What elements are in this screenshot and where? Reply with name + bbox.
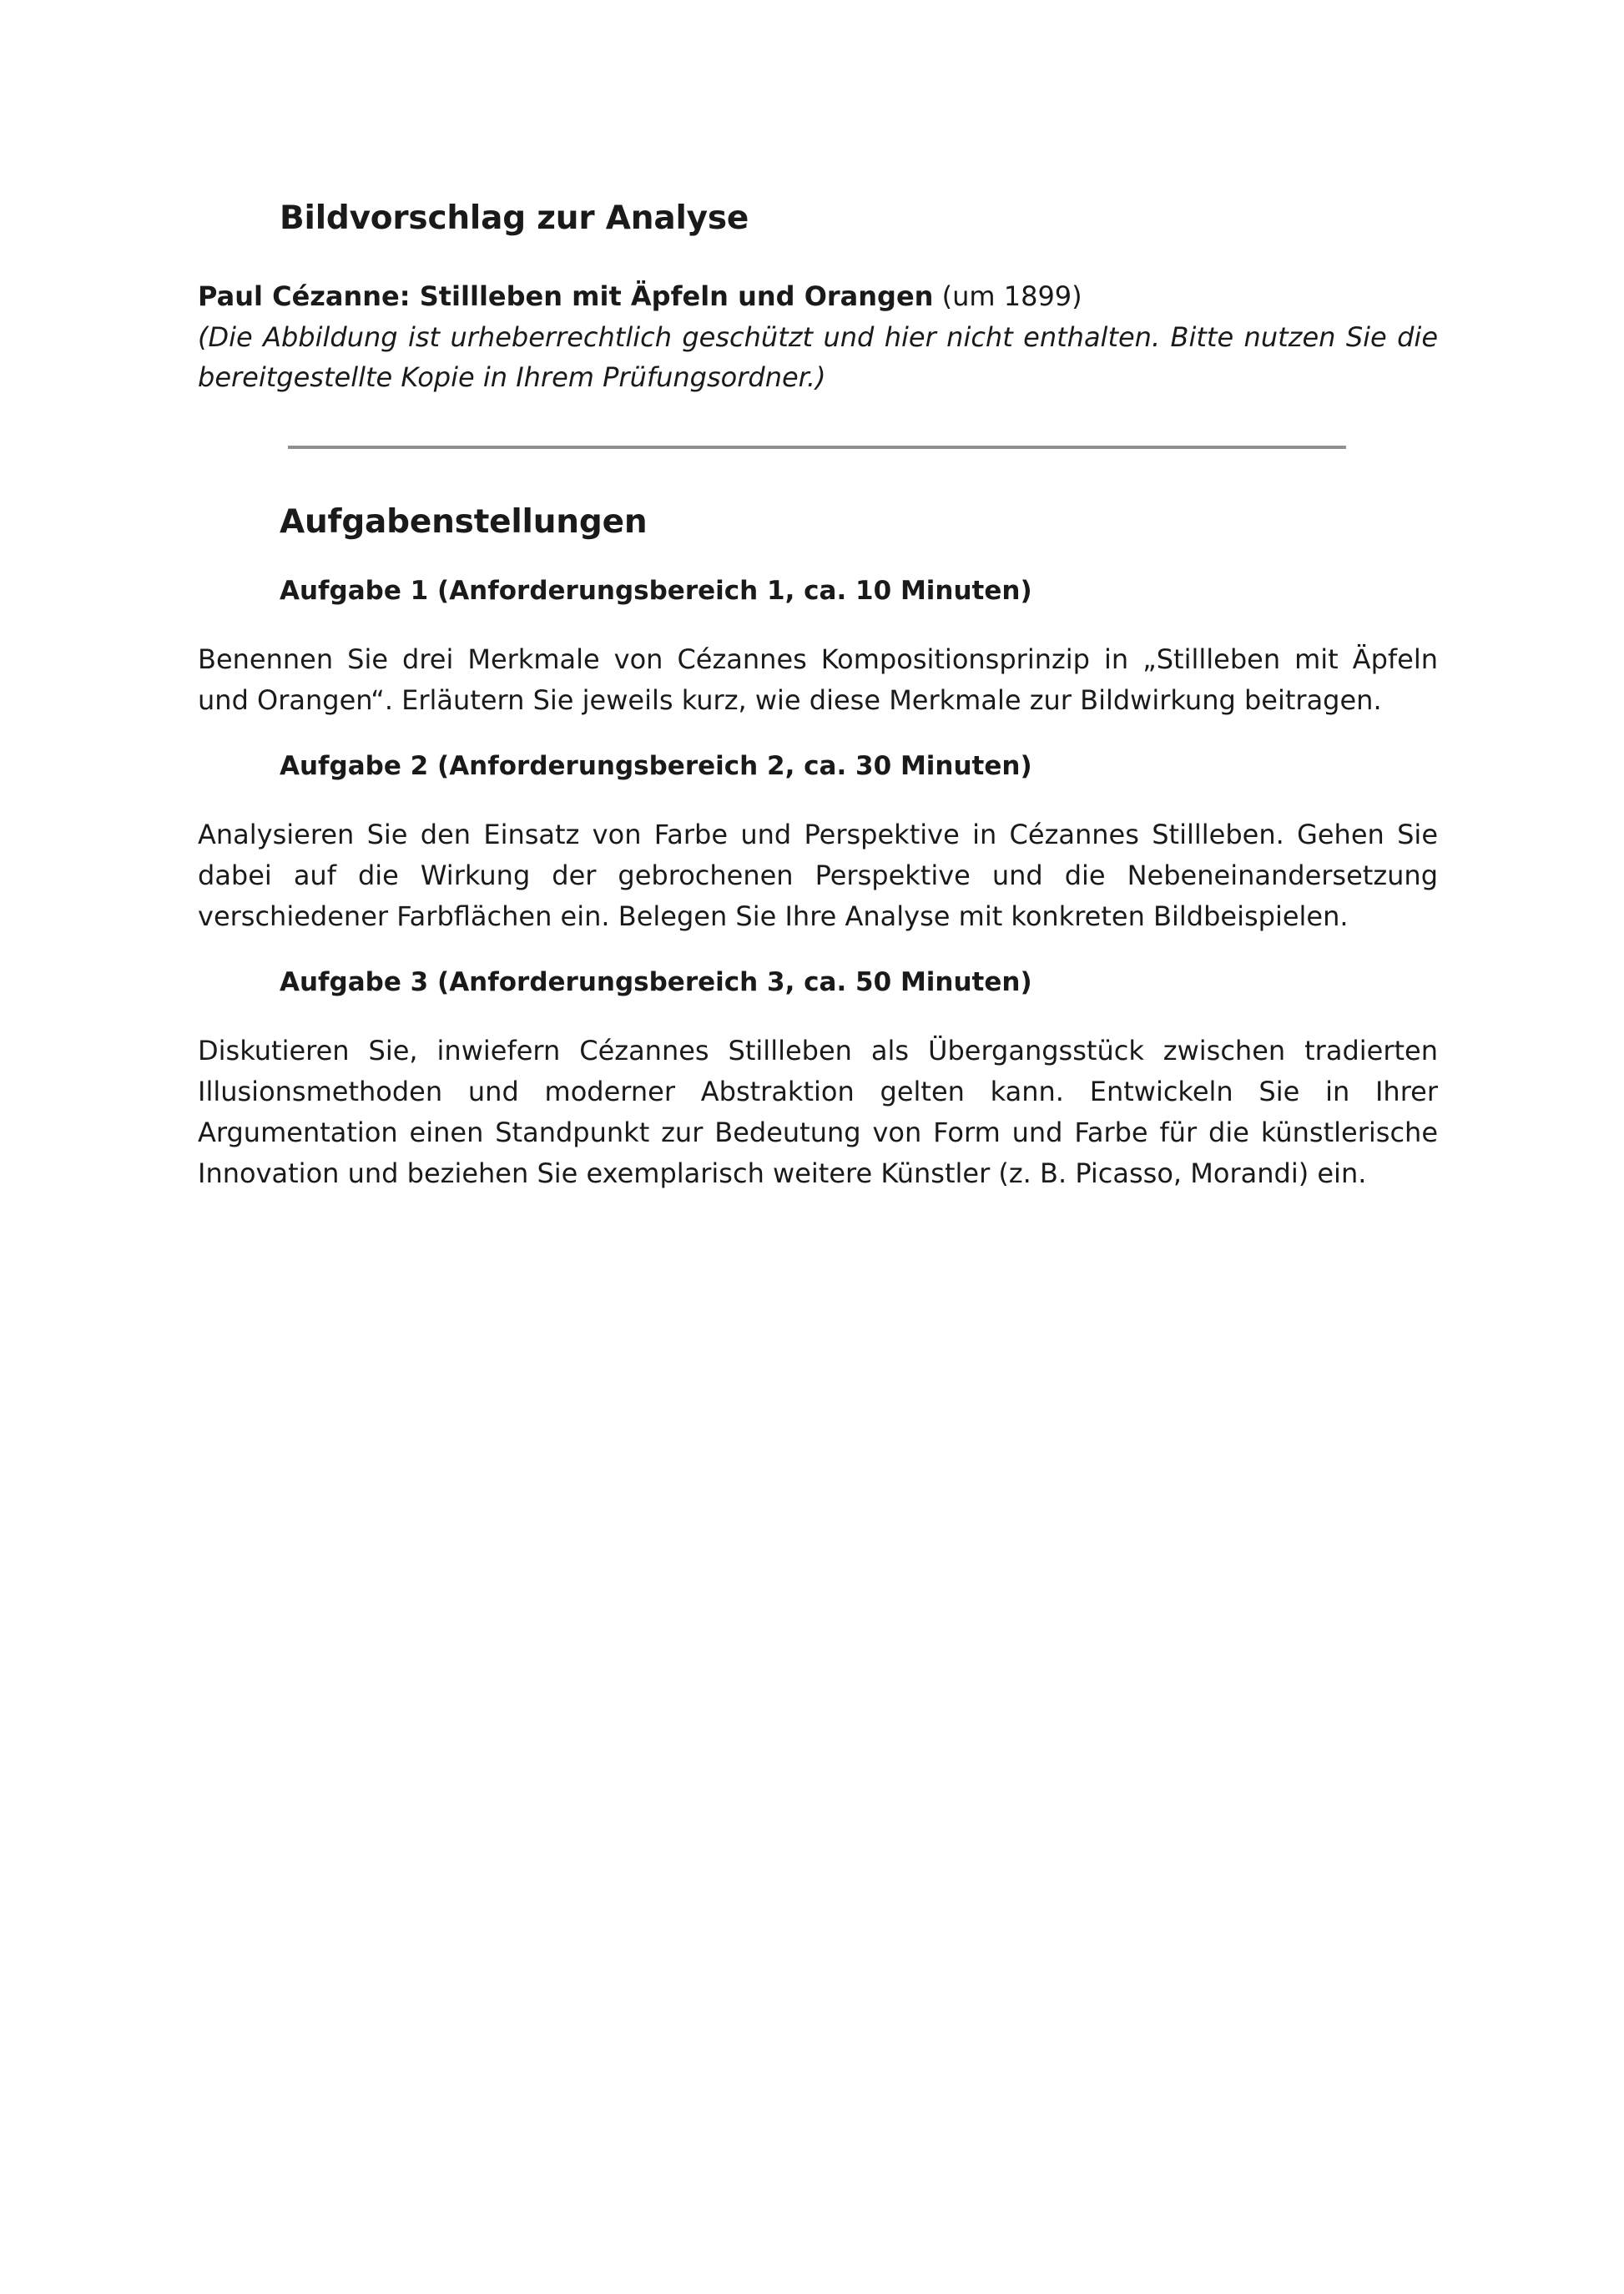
work-title: Paul Cézanne: Stillleben mit Äpfeln und Orangen bbox=[198, 280, 934, 312]
horizontal-divider bbox=[288, 446, 1346, 449]
work-date: (um 1899) bbox=[941, 280, 1082, 312]
task-1-heading: Aufgabe 1 (Anforderungsbereich 1, ca. 10 Minuten) bbox=[280, 576, 1032, 606]
task-2-text: Analysieren Sie den Einsatz von Farbe und Perspektive in Cézannes Stillleben. Gehen Sie dabei auf die Wirkung der gebrochenen Perspektive und die Nebeneinandersetzung verschiedener Farbflächen ein. Belegen Sie Ihre Analyse mit konkreten Bildbeispielen. bbox=[198, 819, 1438, 932]
analysis-heading: Bildvorschlag zur Analyse bbox=[280, 199, 749, 237]
task-1-text: Benennen Sie drei Merkmale von Cézannes Kompositionsprinzip in „Stillleben mit Äpfeln und Orangen“. Erläutern Sie jeweils kurz, wie diese Merkmale zur Bildwirkung beitragen. bbox=[198, 643, 1438, 716]
copyright-note: (Die Abbildung ist urheberrechtlich geschützt und hier nicht enthalten. Bitte nutzen Sie die bereitgestellte Kopie in Ihrem Prüfungsordner.) bbox=[198, 321, 1438, 393]
tasks-heading: Aufgabenstellungen bbox=[280, 503, 648, 541]
document-content bbox=[198, 194, 1438, 1194]
work-reference bbox=[198, 275, 1438, 317]
task-3-text: Diskutieren Sie, inwiefern Cézannes Stillleben als Übergangsstück zwischen tradierten Illusionsmethoden und moderner Abstraktion gelten kann. Entwickeln Sie in Ihrer Argumentation einen Standpunkt zur Bedeutung von Form und Farbe für die künstlerische Innovation und beziehen Sie exemplarisch weitere Künstler (z. B. Picasso, Morandi) ein. bbox=[198, 1035, 1438, 1189]
task-2-heading: Aufgabe 2 (Anforderungsbereich 2, ca. 30 Minuten) bbox=[280, 751, 1032, 781]
task-3-heading: Aufgabe 3 (Anforderungsbereich 3, ca. 50 Minuten) bbox=[280, 967, 1032, 997]
